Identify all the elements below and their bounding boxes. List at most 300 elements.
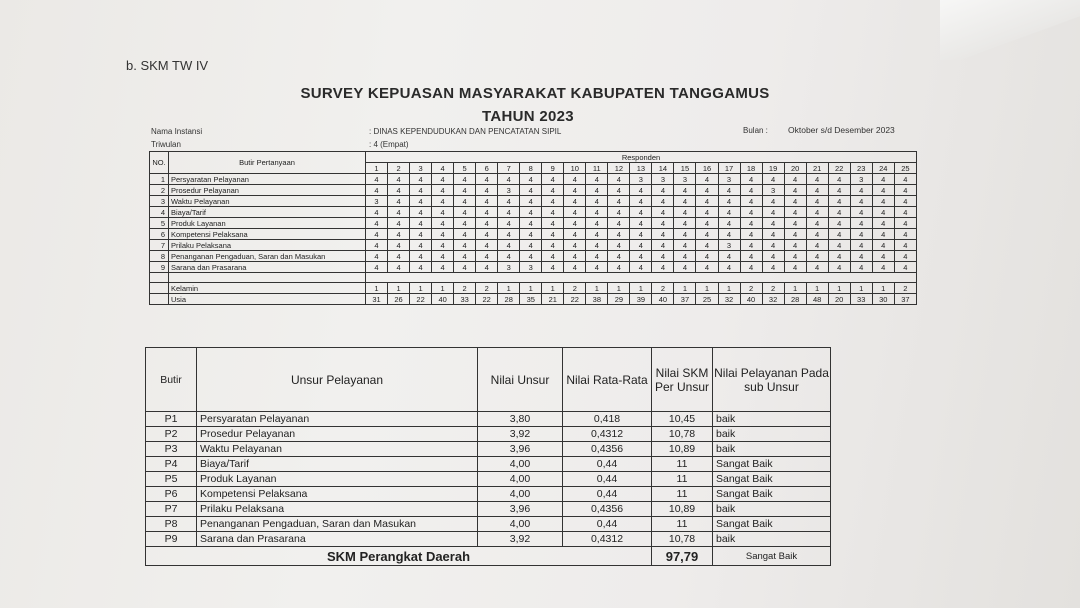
kelamin-cell: 2	[564, 283, 586, 294]
table-row	[146, 472, 831, 487]
score-cell: 4	[894, 207, 916, 218]
kelamin-cell: 1	[542, 283, 564, 294]
score-cell: 4	[432, 240, 454, 251]
score-cell: 4	[388, 229, 410, 240]
kelamin-cell: 1	[586, 283, 608, 294]
butir-cell: P2	[146, 427, 197, 442]
score-cell: 4	[828, 207, 850, 218]
page-subtitle: TAHUN 2023	[482, 108, 574, 125]
score-cell: 4	[872, 262, 894, 273]
table-row	[150, 229, 917, 240]
skm-cell: 10,78	[652, 532, 713, 547]
skm-cell: 11	[652, 517, 713, 532]
score-cell: 4	[454, 262, 476, 273]
score-cell: 4	[828, 262, 850, 273]
butir-cell: P6	[146, 487, 197, 502]
score-cell: 4	[454, 251, 476, 262]
score-cell: 4	[630, 262, 652, 273]
score-cell: 4	[586, 207, 608, 218]
question-label: Prilaku Pelaksana	[169, 240, 366, 251]
score-cell: 4	[520, 218, 542, 229]
score-cell: 4	[806, 240, 828, 251]
score-cell: 4	[740, 240, 762, 251]
score-cell: 4	[476, 240, 498, 251]
score-cell: 4	[872, 196, 894, 207]
score-cell: 4	[652, 262, 674, 273]
score-cell: 4	[740, 207, 762, 218]
score-cell: 4	[784, 207, 806, 218]
respondent-table	[149, 151, 917, 305]
score-cell: 4	[630, 240, 652, 251]
score-cell: 4	[806, 174, 828, 185]
score-cell: 4	[476, 174, 498, 185]
row-number: 7	[150, 240, 169, 251]
usia-cell: 40	[652, 294, 674, 305]
score-cell: 4	[718, 251, 740, 262]
skm-cell: 10,45	[652, 412, 713, 427]
score-cell: 4	[762, 240, 784, 251]
pelayanan-cell: baik	[713, 412, 831, 427]
usia-cell: 33	[454, 294, 476, 305]
score-cell: 4	[586, 251, 608, 262]
score-cell: 4	[674, 196, 696, 207]
score-cell: 4	[520, 196, 542, 207]
score-cell: 4	[432, 174, 454, 185]
score-cell: 4	[410, 240, 432, 251]
score-cell: 4	[366, 207, 388, 218]
score-cell: 4	[762, 262, 784, 273]
score-cell: 4	[542, 207, 564, 218]
score-cell: 4	[850, 218, 872, 229]
kelamin-cell: 1	[718, 283, 740, 294]
usia-cell: 37	[894, 294, 916, 305]
question-label: Produk Layanan	[169, 218, 366, 229]
score-cell: 4	[828, 229, 850, 240]
score-cell: 4	[410, 174, 432, 185]
respondent-number: 6	[476, 163, 498, 174]
score-cell: 4	[784, 185, 806, 196]
score-cell: 4	[806, 218, 828, 229]
respondent-number: 24	[872, 163, 894, 174]
score-cell: 4	[542, 218, 564, 229]
score-cell: 4	[784, 196, 806, 207]
respondent-number: 17	[718, 163, 740, 174]
kelamin-cell: 1	[388, 283, 410, 294]
rata-cell: 0,4356	[563, 442, 652, 457]
score-cell: 4	[850, 196, 872, 207]
rata-cell: 0,418	[563, 412, 652, 427]
score-cell: 4	[674, 251, 696, 262]
score-cell: 4	[432, 218, 454, 229]
table-row	[150, 240, 917, 251]
question-label: Penanganan Pengaduan, Saran dan Masukan	[169, 251, 366, 262]
table-row	[150, 185, 917, 196]
kelamin-cell: 2	[740, 283, 762, 294]
kelamin-cell: 1	[674, 283, 696, 294]
score-cell: 4	[564, 262, 586, 273]
score-cell: 4	[894, 229, 916, 240]
row-number: 3	[150, 196, 169, 207]
score-cell: 4	[806, 262, 828, 273]
unsur-cell: Waktu Pelayanan	[197, 442, 478, 457]
score-cell: 4	[608, 229, 630, 240]
score-cell: 4	[608, 174, 630, 185]
respondent-number: 22	[828, 163, 850, 174]
score-cell: 4	[850, 185, 872, 196]
unsur-cell: Produk Layanan	[197, 472, 478, 487]
question-label: Waktu Pelayanan	[169, 196, 366, 207]
score-cell: 4	[520, 174, 542, 185]
score-cell: 4	[652, 229, 674, 240]
skm-cell: 11	[652, 472, 713, 487]
skm-cell: 10,89	[652, 502, 713, 517]
table-row	[146, 442, 831, 457]
score-cell: 4	[696, 174, 718, 185]
kelamin-cell: 2	[476, 283, 498, 294]
question-label: Biaya/Tarif	[169, 207, 366, 218]
table-row	[150, 218, 917, 229]
table-row	[150, 262, 917, 273]
rata-cell: 0,44	[563, 517, 652, 532]
score-cell: 4	[850, 207, 872, 218]
score-cell: 4	[520, 185, 542, 196]
nilai-cell: 3,80	[478, 412, 563, 427]
score-cell: 4	[388, 207, 410, 218]
table-row	[146, 427, 831, 442]
bulan-value: Oktober s/d Desember 2023	[788, 125, 895, 135]
score-cell: 4	[586, 185, 608, 196]
usia-cell: 28	[498, 294, 520, 305]
skm-cell: 10,78	[652, 427, 713, 442]
usia-cell: 28	[784, 294, 806, 305]
score-cell: 4	[828, 240, 850, 251]
row-number: 6	[150, 229, 169, 240]
unsur-cell: Prilaku Pelaksana	[197, 502, 478, 517]
score-cell: 4	[850, 229, 872, 240]
kelamin-cell: 1	[520, 283, 542, 294]
butir-cell: P4	[146, 457, 197, 472]
usia-cell: 29	[608, 294, 630, 305]
kelamin-cell: 1	[366, 283, 388, 294]
score-cell: 4	[630, 185, 652, 196]
kelamin-cell: 1	[806, 283, 828, 294]
respondent-number: 9	[542, 163, 564, 174]
score-cell: 4	[718, 207, 740, 218]
score-cell: 4	[740, 196, 762, 207]
score-cell: 4	[894, 185, 916, 196]
score-cell: 4	[564, 240, 586, 251]
page-title: SURVEY KEPUASAN MASYARAKAT KABUPATEN TANGGAMUS	[300, 85, 770, 102]
score-cell: 4	[652, 185, 674, 196]
pelayanan-cell: baik	[713, 427, 831, 442]
score-cell: 4	[454, 174, 476, 185]
score-cell: 4	[696, 207, 718, 218]
skm-col-header: Nilai SKM Per Unsur	[652, 348, 713, 412]
kelamin-cell: 1	[784, 283, 806, 294]
pelayanan-cell: Sangat Baik	[713, 487, 831, 502]
score-cell: 4	[476, 229, 498, 240]
score-cell: 4	[806, 196, 828, 207]
score-cell: 4	[476, 196, 498, 207]
score-cell: 3	[652, 174, 674, 185]
kelamin-cell: 2	[894, 283, 916, 294]
score-cell: 4	[696, 185, 718, 196]
score-cell: 4	[894, 262, 916, 273]
respondent-number: 7	[498, 163, 520, 174]
table-row	[150, 174, 917, 185]
rata-col-header: Nilai Rata-Rata	[563, 348, 652, 412]
pelayanan-cell: Sangat Baik	[713, 472, 831, 487]
score-cell: 4	[388, 240, 410, 251]
table-row	[150, 196, 917, 207]
score-cell: 4	[806, 229, 828, 240]
score-cell: 4	[388, 174, 410, 185]
row-number: 9	[150, 262, 169, 273]
nilai-unsur-col-header: Nilai Unsur	[478, 348, 563, 412]
score-cell: 4	[894, 240, 916, 251]
score-cell: 4	[652, 196, 674, 207]
butir-cell: P7	[146, 502, 197, 517]
score-cell: 4	[850, 262, 872, 273]
table-row	[146, 457, 831, 472]
question-label: Prosedur Pelayanan	[169, 185, 366, 196]
unsur-cell: Prosedur Pelayanan	[197, 427, 478, 442]
nilai-cell: 3,92	[478, 427, 563, 442]
table-row	[146, 532, 831, 547]
table-row	[146, 517, 831, 532]
usia-label: Usia	[169, 294, 366, 305]
score-cell: 4	[520, 207, 542, 218]
score-cell: 3	[850, 174, 872, 185]
score-cell: 4	[608, 185, 630, 196]
score-cell: 4	[498, 218, 520, 229]
score-cell: 4	[608, 251, 630, 262]
nilai-cell: 4,00	[478, 457, 563, 472]
score-cell: 4	[850, 240, 872, 251]
score-cell: 4	[872, 174, 894, 185]
score-cell: 4	[564, 174, 586, 185]
score-cell: 4	[498, 174, 520, 185]
nilai-cell: 4,00	[478, 487, 563, 502]
score-cell: 4	[784, 218, 806, 229]
score-cell: 4	[784, 251, 806, 262]
row-number: 8	[150, 251, 169, 262]
usia-cell: 37	[674, 294, 696, 305]
score-cell: 4	[872, 240, 894, 251]
respondent-number: 15	[674, 163, 696, 174]
respondent-number: 8	[520, 163, 542, 174]
score-cell: 4	[564, 251, 586, 262]
score-cell: 4	[410, 207, 432, 218]
pelayanan-cell: baik	[713, 532, 831, 547]
unsur-cell: Biaya/Tarif	[197, 457, 478, 472]
kelamin-cell: 1	[410, 283, 432, 294]
score-cell: 4	[498, 251, 520, 262]
score-cell: 4	[872, 218, 894, 229]
score-cell: 4	[498, 196, 520, 207]
score-cell: 4	[762, 229, 784, 240]
usia-cell: 21	[542, 294, 564, 305]
respondent-number: 16	[696, 163, 718, 174]
pelayanan-col-header: Nilai Pelayanan Pada sub Unsur	[713, 348, 831, 412]
score-cell: 4	[740, 218, 762, 229]
kelamin-cell: 1	[850, 283, 872, 294]
bulan-label: Bulan :	[743, 126, 768, 135]
score-cell: 4	[476, 185, 498, 196]
triwulan-value: : 4 (Empat)	[369, 140, 409, 149]
score-cell: 4	[432, 262, 454, 273]
score-cell: 4	[630, 218, 652, 229]
usia-cell: 48	[806, 294, 828, 305]
usia-cell: 40	[432, 294, 454, 305]
kelamin-cell: 2	[454, 283, 476, 294]
score-cell: 4	[806, 185, 828, 196]
score-cell: 4	[564, 207, 586, 218]
score-cell: 4	[630, 207, 652, 218]
rata-cell: 0,4312	[563, 532, 652, 547]
score-cell: 4	[828, 251, 850, 262]
score-cell: 4	[718, 218, 740, 229]
usia-cell: 22	[476, 294, 498, 305]
score-cell: 4	[894, 251, 916, 262]
butir-cell: P9	[146, 532, 197, 547]
score-cell: 4	[454, 196, 476, 207]
score-cell: 4	[388, 185, 410, 196]
row-number: 1	[150, 174, 169, 185]
score-cell: 3	[718, 174, 740, 185]
respondent-number: 11	[586, 163, 608, 174]
kelamin-cell: 1	[630, 283, 652, 294]
score-cell: 4	[432, 251, 454, 262]
score-cell: 4	[366, 218, 388, 229]
unsur-cell: Persyaratan Pelayanan	[197, 412, 478, 427]
score-cell: 4	[432, 185, 454, 196]
score-cell: 3	[718, 240, 740, 251]
score-cell: 4	[454, 229, 476, 240]
respondent-number: 13	[630, 163, 652, 174]
total-label: SKM Perangkat Daerah	[146, 547, 652, 566]
score-cell: 3	[630, 174, 652, 185]
score-cell: 4	[630, 251, 652, 262]
table-row	[150, 207, 917, 218]
score-cell: 4	[828, 185, 850, 196]
score-cell: 4	[476, 251, 498, 262]
score-cell: 4	[564, 196, 586, 207]
score-cell: 4	[410, 251, 432, 262]
table-row	[146, 412, 831, 427]
score-cell: 4	[476, 262, 498, 273]
score-cell: 4	[630, 196, 652, 207]
butir-col-header: Butir	[146, 348, 197, 412]
score-cell: 4	[762, 218, 784, 229]
butir-cell: P5	[146, 472, 197, 487]
respondent-number: 25	[894, 163, 916, 174]
kelamin-cell: 1	[498, 283, 520, 294]
score-cell: 4	[366, 185, 388, 196]
score-cell: 4	[872, 185, 894, 196]
score-cell: 4	[432, 196, 454, 207]
usia-cell: 35	[520, 294, 542, 305]
score-cell: 4	[542, 185, 564, 196]
score-cell: 4	[652, 207, 674, 218]
score-cell: 4	[410, 185, 432, 196]
respondent-number: 20	[784, 163, 806, 174]
usia-cell: 22	[564, 294, 586, 305]
table-row	[146, 502, 831, 517]
score-cell: 4	[410, 229, 432, 240]
score-cell: 4	[498, 240, 520, 251]
score-cell: 4	[542, 262, 564, 273]
row-number: 4	[150, 207, 169, 218]
respondent-number: 23	[850, 163, 872, 174]
score-cell: 4	[366, 240, 388, 251]
score-cell: 4	[388, 251, 410, 262]
score-cell: 4	[872, 229, 894, 240]
score-cell: 4	[674, 229, 696, 240]
unsur-cell: Penanganan Pengaduan, Saran dan Masukan	[197, 517, 478, 532]
respondent-number: 14	[652, 163, 674, 174]
skm-cell: 10,89	[652, 442, 713, 457]
score-cell: 4	[542, 174, 564, 185]
question-label: Persyaratan Pelayanan	[169, 174, 366, 185]
score-cell: 3	[674, 174, 696, 185]
score-cell: 4	[476, 218, 498, 229]
score-cell: 4	[542, 196, 564, 207]
question-label: Kompetensi Pelaksana	[169, 229, 366, 240]
score-cell: 4	[784, 240, 806, 251]
nilai-cell: 3,92	[478, 532, 563, 547]
score-cell: 4	[674, 218, 696, 229]
score-cell: 4	[388, 196, 410, 207]
usia-cell: 26	[388, 294, 410, 305]
row-number: 5	[150, 218, 169, 229]
rata-cell: 0,4356	[563, 502, 652, 517]
kelamin-cell: 1	[872, 283, 894, 294]
responden-header: Responden	[366, 152, 917, 163]
score-cell: 4	[696, 218, 718, 229]
score-cell: 4	[696, 240, 718, 251]
respondent-number: 18	[740, 163, 762, 174]
summary-table	[145, 347, 831, 566]
score-cell: 4	[652, 240, 674, 251]
score-cell: 4	[762, 207, 784, 218]
score-cell: 4	[696, 229, 718, 240]
score-cell: 4	[432, 229, 454, 240]
score-cell: 4	[784, 174, 806, 185]
nama-instansi-label: Nama Instansi	[151, 127, 203, 136]
score-cell: 4	[388, 262, 410, 273]
total-value: 97,79	[652, 547, 713, 566]
pelayanan-cell: baik	[713, 442, 831, 457]
paper-fold	[940, 0, 1080, 60]
score-cell: 4	[740, 262, 762, 273]
score-cell: 4	[608, 240, 630, 251]
score-cell: 4	[872, 251, 894, 262]
score-cell: 4	[542, 251, 564, 262]
score-cell: 4	[894, 174, 916, 185]
respondent-number: 2	[388, 163, 410, 174]
score-cell: 4	[652, 218, 674, 229]
section-label: b. SKM TW IV	[126, 58, 209, 73]
rata-cell: 0,44	[563, 457, 652, 472]
score-cell: 3	[498, 185, 520, 196]
score-cell: 4	[454, 185, 476, 196]
kelamin-cell: 1	[432, 283, 454, 294]
pelayanan-cell: Sangat Baik	[713, 517, 831, 532]
score-cell: 4	[894, 218, 916, 229]
score-cell: 4	[586, 262, 608, 273]
respondent-number: 21	[806, 163, 828, 174]
